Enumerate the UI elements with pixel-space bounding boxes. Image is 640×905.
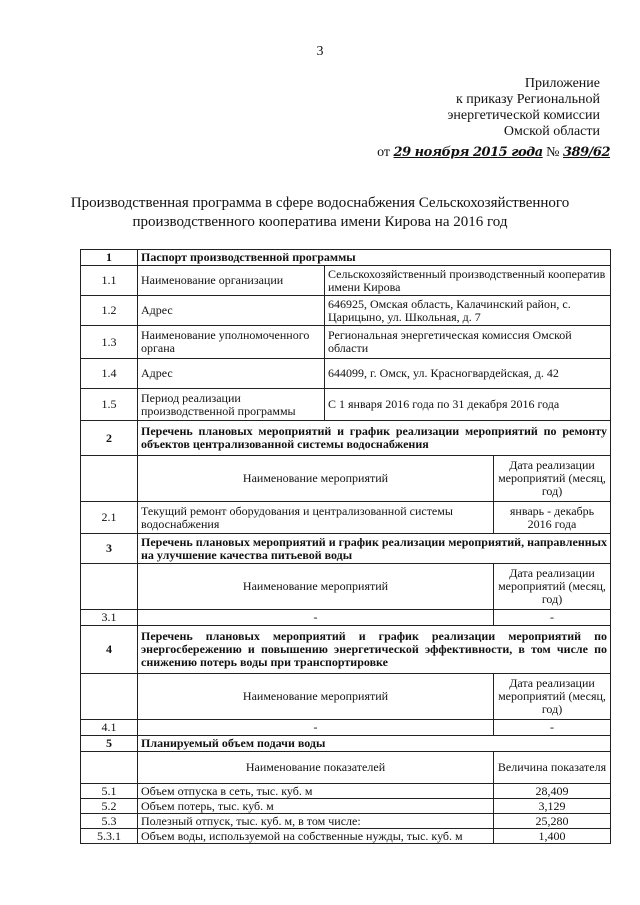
column-header-row — [81, 674, 611, 720]
column-header-name: Наименование показателей — [138, 752, 494, 784]
row-number: 1.2 — [81, 296, 138, 326]
column-header-value: Величина показателя — [494, 752, 611, 784]
row-number: 4.1 — [81, 720, 138, 736]
row-name: Объем воды, используемой на собственные нужды, тыс. куб. м — [138, 829, 494, 844]
table-row — [81, 610, 611, 626]
table-row — [81, 389, 611, 421]
column-header-name: Наименование мероприятий — [138, 456, 494, 502]
section-number: 1 — [81, 250, 138, 266]
section-number: 5 — [81, 736, 138, 752]
section-row — [81, 250, 611, 266]
row-name: - — [138, 610, 494, 626]
row-value: 1,400 — [494, 829, 611, 844]
column-header-row — [81, 456, 611, 502]
row-label: Адрес — [138, 359, 325, 389]
row-number: 5.1 — [81, 784, 138, 799]
production-program-table — [80, 249, 611, 844]
section-header: Перечень плановых мероприятий и график реализации мероприятий, направленных на улучшение качества питьевой воды — [138, 534, 611, 564]
table-row — [81, 266, 611, 296]
appendix-line: Приложение — [524, 76, 600, 91]
row-name: - — [138, 720, 494, 736]
table-row — [81, 296, 611, 326]
row-number: 5.3 — [81, 814, 138, 829]
row-number: 3.1 — [81, 610, 138, 626]
row-label: Адрес — [138, 296, 325, 326]
handwritten-date: 29 ноября 2015 года — [393, 145, 543, 160]
row-date: - — [494, 720, 611, 736]
page-number: 3 — [316, 44, 324, 59]
section-header: Перечень плановых мероприятий и график реализации мероприятий по ремонту объектов централизованной системы водоснабжения — [138, 421, 611, 456]
appendix-header — [447, 76, 600, 140]
from-label: от — [377, 145, 391, 160]
row-name: Полезный отпуск, тыс. куб. м, в том числе: — [138, 814, 494, 829]
row-number: 1.4 — [81, 359, 138, 389]
appendix-line: к приказу Региональной — [455, 92, 600, 107]
row-value: 25,280 — [494, 814, 611, 829]
section-row — [81, 626, 611, 674]
order-reference — [377, 145, 610, 161]
row-name: Объем потерь, тыс. куб. м — [138, 799, 494, 814]
section-number: 4 — [81, 626, 138, 674]
table-row — [81, 720, 611, 736]
number-sign: № — [546, 145, 560, 160]
column-header-row — [81, 752, 611, 784]
row-number: 5.3.1 — [81, 829, 138, 844]
table-row — [81, 799, 611, 814]
column-header-date: Дата реализации мероприятий (месяц, год) — [494, 674, 611, 720]
row-value: 646925, Омская область, Калачинский район, с. Царицыно, ул. Школьная, д. 7 — [325, 296, 611, 326]
table-row — [81, 326, 611, 359]
row-number: 1.3 — [81, 326, 138, 359]
column-header-name: Наименование мероприятий — [138, 674, 494, 720]
row-date: январь - декабрь 2016 года — [494, 502, 611, 534]
section-header: Планируемый объем подачи воды — [138, 736, 611, 752]
table-row — [81, 359, 611, 389]
row-number: 1.5 — [81, 389, 138, 421]
row-label: Наименование уполномоченного органа — [138, 326, 325, 359]
appendix-line: Омской области — [503, 124, 600, 139]
handwritten-number: 389/62 — [563, 145, 610, 160]
table-row — [81, 784, 611, 799]
row-name: Текущий ремонт оборудования и централизованной системы водоснабжения — [138, 502, 494, 534]
row-value: Сельскохозяйственный производственный кооператив имени Кирова — [325, 266, 611, 296]
row-date: - — [494, 610, 611, 626]
section-row — [81, 421, 611, 456]
column-header-row — [81, 564, 611, 610]
column-header-name: Наименование мероприятий — [138, 564, 494, 610]
column-header-date: Дата реализации мероприятий (месяц, год) — [494, 456, 611, 502]
row-number: 1.1 — [81, 266, 138, 296]
table-row — [81, 829, 611, 844]
row-value: 28,409 — [494, 784, 611, 799]
section-number: 3 — [81, 534, 138, 564]
section-row — [81, 736, 611, 752]
row-number: 5.2 — [81, 799, 138, 814]
section-header: Перечень плановых мероприятий и график реализации мероприятий по энергосбережению и повышению энергетической эффективности, в том числе по снижению потерь воды при транспортировке — [138, 626, 611, 674]
section-header: Паспорт производственной программы — [138, 250, 611, 266]
section-number: 2 — [81, 421, 138, 456]
row-name: Объем отпуска в сеть, тыс. куб. м — [138, 784, 494, 799]
section-row — [81, 534, 611, 564]
column-header-date: Дата реализации мероприятий (месяц, год) — [494, 564, 611, 610]
row-value: Региональная энергетическая комиссия Омской области — [325, 326, 611, 359]
row-value: 644099, г. Омск, ул. Красногвардейская, д. 42 — [325, 359, 611, 389]
row-value: 3,129 — [494, 799, 611, 814]
table-row — [81, 502, 611, 534]
row-number: 2.1 — [81, 502, 138, 534]
table-row — [81, 814, 611, 829]
row-value: С 1 января 2016 года по 31 декабря 2016 года — [325, 389, 611, 421]
row-label: Период реализации производственной программы — [138, 389, 325, 421]
document-title: Производственная программа в сфере водоснабжения Сельскохозяйственного производственного кооператива имени Кирова на 2016 год — [70, 195, 570, 230]
appendix-line: энергетической комиссии — [447, 108, 600, 123]
row-label: Наименование организации — [138, 266, 325, 296]
